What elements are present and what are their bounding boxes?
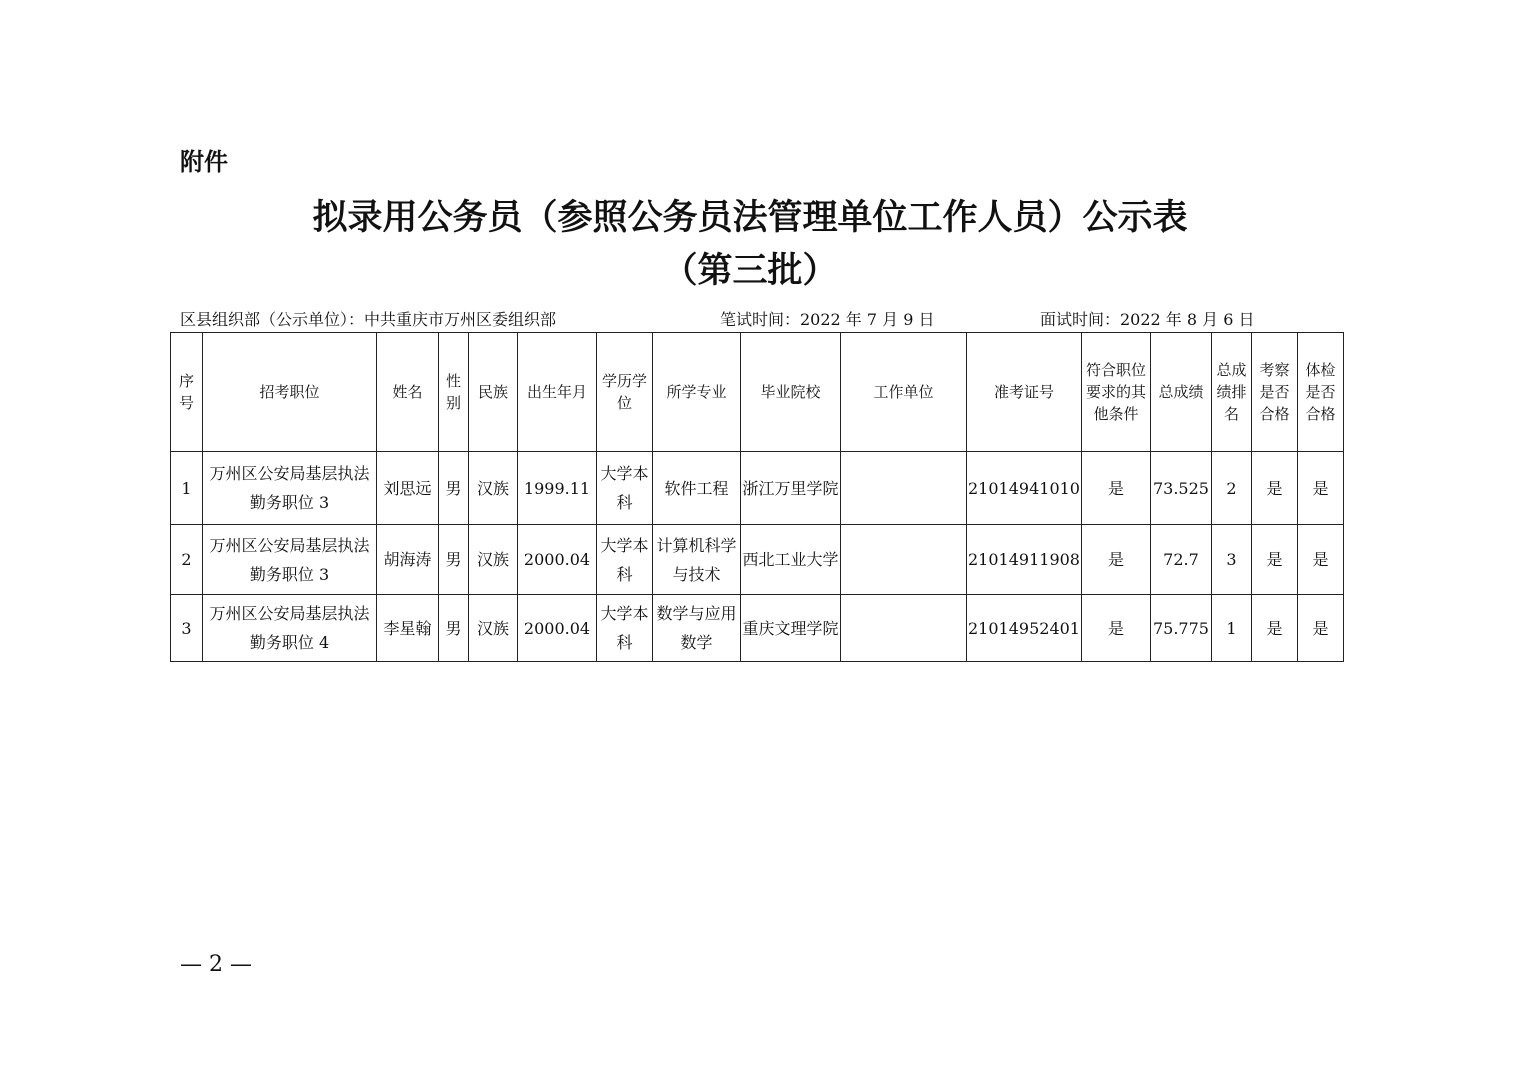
header-cell: 所学专业 [653,333,741,452]
table-cell: 是 [1297,452,1343,525]
table-cell: 重庆文理学院 [741,595,841,662]
table-cell: 75.775 [1150,595,1211,662]
table-cell: 是 [1081,452,1150,525]
candidates-table [170,332,1344,662]
table-cell: 万州区公安局基层执法勤务职位 3 [203,452,377,525]
table-cell: 是 [1081,525,1150,595]
header-cell: 招考职位 [203,333,377,452]
table-cell: 李星翰 [377,595,439,662]
table-cell: 是 [1251,452,1297,525]
table-cell: 21014911908 [967,525,1082,595]
table-cell: 2 [171,525,203,595]
page-number: — 2 — [180,952,252,977]
header-cell: 毕业院校 [741,333,841,452]
header-cell: 性别 [439,333,469,452]
page-subtitle: （第三批） [662,250,838,291]
header-cell: 总成绩 [1150,333,1211,452]
table-cell: 万州区公安局基层执法勤务职位 4 [203,595,377,662]
table-cell: 男 [439,452,469,525]
table-row [171,452,1344,525]
header-cell: 工作单位 [841,333,967,452]
table-cell: 男 [439,595,469,662]
table-cell: 大学本科 [597,452,653,525]
table-cell: 3 [171,595,203,662]
table-cell: 西北工业大学 [741,525,841,595]
header-cell: 姓名 [377,333,439,452]
header-cell: 学历学位 [597,333,653,452]
header-cell: 考察是否合格 [1251,333,1297,452]
table-cell: 72.7 [1150,525,1211,595]
table-cell: 万州区公安局基层执法勤务职位 3 [203,525,377,595]
header-cell: 准考证号 [967,333,1082,452]
table-cell: 刘思远 [377,452,439,525]
header-cell: 出生年月 [518,333,597,452]
table-cell: 1999.11 [518,452,597,525]
table-cell: 大学本科 [597,595,653,662]
table-row [171,525,1344,595]
table-cell: 是 [1251,595,1297,662]
table-header-row [171,333,1344,452]
table-cell: 3 [1211,525,1251,595]
table-cell: 胡海涛 [377,525,439,595]
table-cell: 男 [439,525,469,595]
table-cell: 1 [1211,595,1251,662]
table-cell [841,595,967,662]
table-cell: 是 [1251,525,1297,595]
table-cell: 1 [171,452,203,525]
attachment-label: 附件 [180,148,228,176]
table-cell: 汉族 [469,452,518,525]
table-cell: 汉族 [469,595,518,662]
table-cell: 2000.04 [518,525,597,595]
header-cell: 序号 [171,333,203,452]
table-row [171,595,1344,662]
table-cell: 数学与应用数学 [653,595,741,662]
table-cell: 73.525 [1150,452,1211,525]
written-exam-date: 笔试时间：2022 年 7 月 9 日 [720,310,935,329]
table-cell: 计算机科学与技术 [653,525,741,595]
table-cell: 2000.04 [518,595,597,662]
header-cell: 符合职位要求的其他条件 [1081,333,1150,452]
page-title: 拟录用公务员（参照公务员法管理单位工作人员）公示表 [312,197,1188,238]
table-cell: 是 [1297,595,1343,662]
table-cell: 是 [1297,525,1343,595]
table-cell [841,452,967,525]
table-cell: 汉族 [469,525,518,595]
table-cell: 2 [1211,452,1251,525]
header-cell: 体检是否合格 [1297,333,1343,452]
table-cell: 21014952401 [967,595,1082,662]
table-cell: 21014941010 [967,452,1082,525]
table-cell [841,525,967,595]
table-cell: 软件工程 [653,452,741,525]
org-info: 区县组织部（公示单位）：中共重庆市万州区委组织部 [180,310,557,329]
table-cell: 大学本科 [597,525,653,595]
header-cell: 民族 [469,333,518,452]
interview-date: 面试时间：2022 年 8 月 6 日 [1040,310,1255,329]
header-cell: 总成绩排名 [1211,333,1251,452]
table-cell: 浙江万里学院 [741,452,841,525]
table-cell: 是 [1081,595,1150,662]
